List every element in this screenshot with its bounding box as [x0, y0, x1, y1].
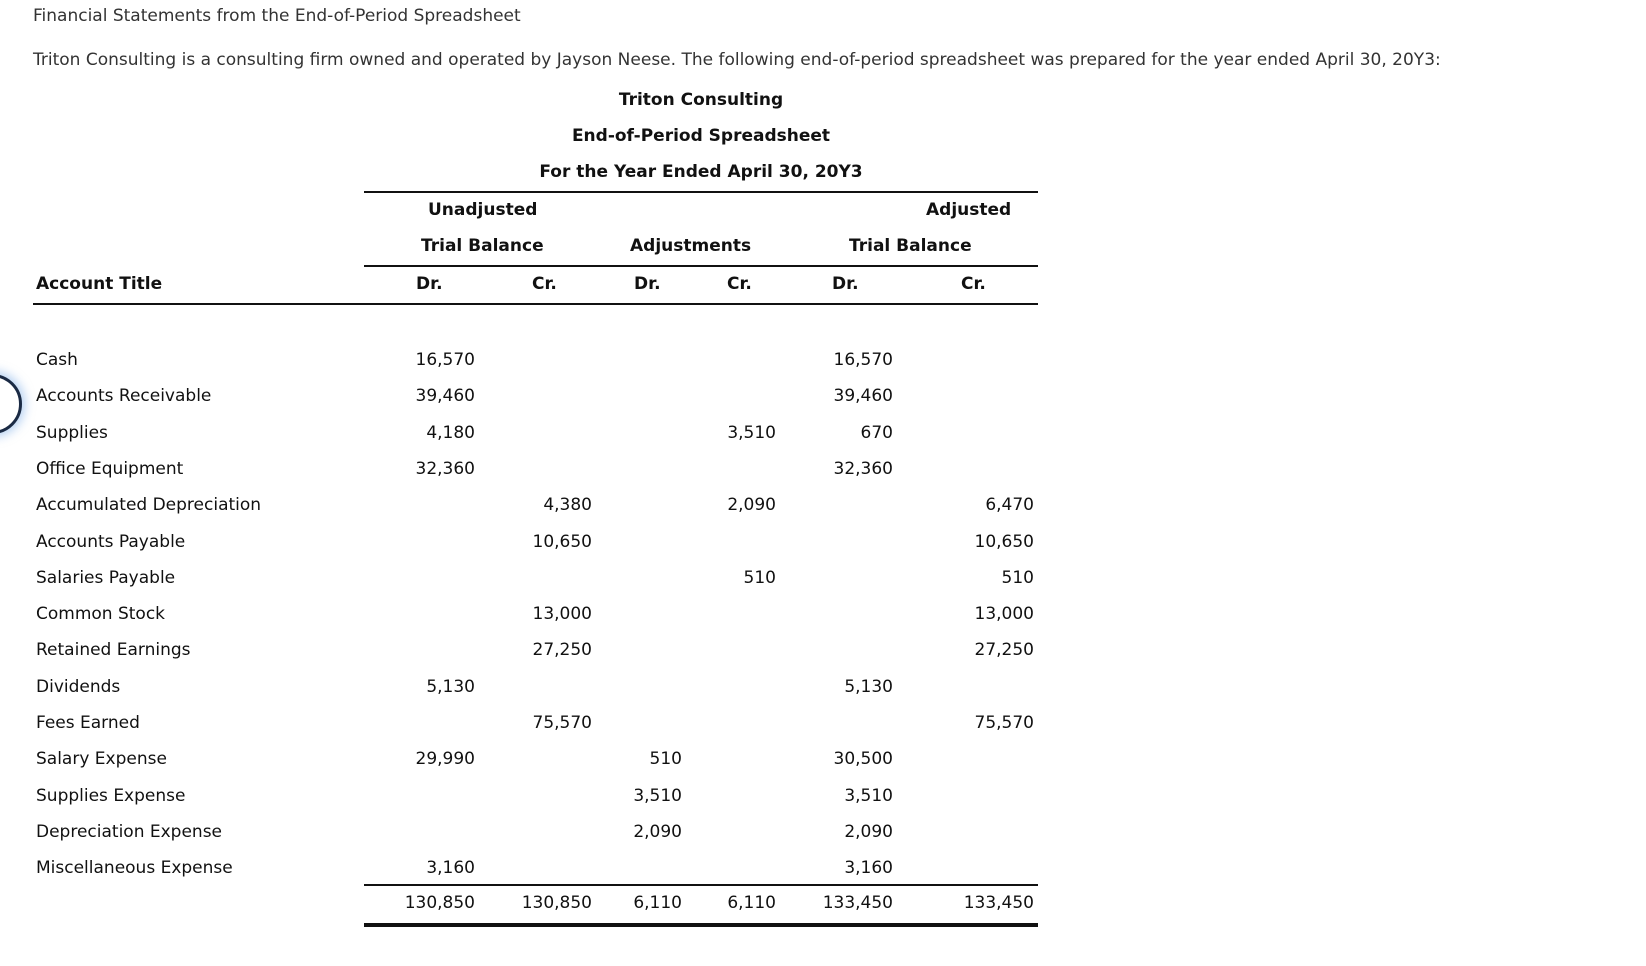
adj-dr-header: Dr. — [634, 274, 661, 294]
spreadsheet-title: End-of-Period Spreadsheet — [571, 126, 831, 146]
header-bottom-rule — [33, 303, 1038, 305]
amount-utb-cr: 4,380 — [543, 495, 592, 515]
amount-adj-dr: 2,090 — [633, 822, 682, 842]
utb-cr-header: Cr. — [532, 274, 557, 294]
amount-atb-cr: 75,570 — [974, 713, 1034, 733]
amount-adj-cr: 510 — [743, 568, 776, 588]
atb-cr-header: Cr. — [961, 274, 986, 294]
amount-utb-cr: 75,570 — [532, 713, 592, 733]
amount-adj-cr: 3,510 — [727, 423, 776, 443]
adjusted-header-top: Adjusted — [926, 200, 1012, 220]
total-adj-cr: 6,110 — [727, 893, 776, 913]
amount-atb-dr: 30,500 — [833, 749, 893, 769]
total-atb-dr: 133,450 — [822, 893, 893, 913]
amount-atb-dr: 5,130 — [844, 677, 893, 697]
account-title: Fees Earned — [36, 713, 140, 733]
total-atb-cr: 133,450 — [963, 893, 1034, 913]
amount-utb-cr: 13,000 — [532, 604, 592, 624]
account-title: Accounts Payable — [36, 532, 186, 552]
amount-atb-dr: 39,460 — [833, 386, 893, 406]
account-title: Retained Earnings — [36, 640, 191, 660]
account-title: Accumulated Depreciation — [36, 495, 262, 515]
header-top-rule — [364, 191, 1038, 193]
totals-top-rule — [364, 884, 1038, 886]
amount-utb-dr: 39,460 — [415, 386, 475, 406]
account-title: Depreciation Expense — [36, 822, 223, 842]
amount-atb-dr: 32,360 — [833, 459, 893, 479]
amount-atb-dr: 3,510 — [844, 786, 893, 806]
account-title: Salary Expense — [36, 749, 167, 769]
account-title: Accounts Receivable — [36, 386, 212, 406]
utb-dr-header: Dr. — [416, 274, 443, 294]
account-title: Office Equipment — [36, 459, 184, 479]
adjusted-header-bottom: Trial Balance — [849, 236, 972, 256]
total-adj-dr: 6,110 — [633, 893, 682, 913]
amount-atb-cr: 10,650 — [974, 532, 1034, 552]
adj-cr-header: Cr. — [727, 274, 752, 294]
account-title: Supplies — [36, 423, 108, 443]
amount-atb-dr: 2,090 — [844, 822, 893, 842]
adjustments-header: Adjustments — [630, 236, 752, 256]
amount-adj-dr: 3,510 — [633, 786, 682, 806]
amount-atb-dr: 16,570 — [833, 350, 893, 370]
amount-utb-dr: 5,130 — [426, 677, 475, 697]
total-utb-dr: 130,850 — [404, 893, 475, 913]
amount-utb-dr: 16,570 — [415, 350, 475, 370]
atb-dr-header: Dr. — [832, 274, 859, 294]
amount-adj-dr: 510 — [649, 749, 682, 769]
problem-heading: Financial Statements from the End-of-Period Spreadsheet — [33, 6, 521, 26]
spreadsheet-company: Triton Consulting — [618, 90, 784, 110]
unadjusted-header-top: Unadjusted — [428, 200, 538, 220]
amount-atb-dr: 670 — [860, 423, 893, 443]
amount-atb-cr: 510 — [1001, 568, 1034, 588]
amount-atb-cr: 27,250 — [974, 640, 1034, 660]
amount-atb-cr: 13,000 — [974, 604, 1034, 624]
page-edge-button[interactable] — [0, 374, 22, 434]
account-title: Miscellaneous Expense — [36, 858, 233, 878]
header-mid-rule — [364, 265, 1038, 267]
amount-utb-dr: 32,360 — [415, 459, 475, 479]
account-title: Salaries Payable — [36, 568, 176, 588]
totals-double-rule — [364, 923, 1038, 927]
amount-utb-dr: 4,180 — [426, 423, 475, 443]
account-title: Supplies Expense — [36, 786, 186, 806]
total-utb-cr: 130,850 — [521, 893, 592, 913]
spreadsheet-period: For the Year Ended April 30, 20Y3 — [539, 162, 863, 182]
account-title-header: Account Title — [36, 274, 163, 294]
account-title: Dividends — [36, 677, 121, 697]
amount-utb-cr: 27,250 — [532, 640, 592, 660]
amount-atb-cr: 6,470 — [985, 495, 1034, 515]
account-title: Common Stock — [36, 604, 166, 624]
amount-utb-dr: 29,990 — [415, 749, 475, 769]
amount-utb-cr: 10,650 — [532, 532, 592, 552]
account-title: Cash — [36, 350, 78, 370]
problem-intro: Triton Consulting is a consulting firm owned and operated by Jayson Neese. The following end-of-period spreadsheet was prepared for the year ended April 30, 20Y3: — [33, 50, 1441, 70]
unadjusted-header-bottom: Trial Balance — [421, 236, 544, 256]
amount-utb-dr: 3,160 — [426, 858, 475, 878]
amount-adj-cr: 2,090 — [727, 495, 776, 515]
amount-atb-dr: 3,160 — [844, 858, 893, 878]
